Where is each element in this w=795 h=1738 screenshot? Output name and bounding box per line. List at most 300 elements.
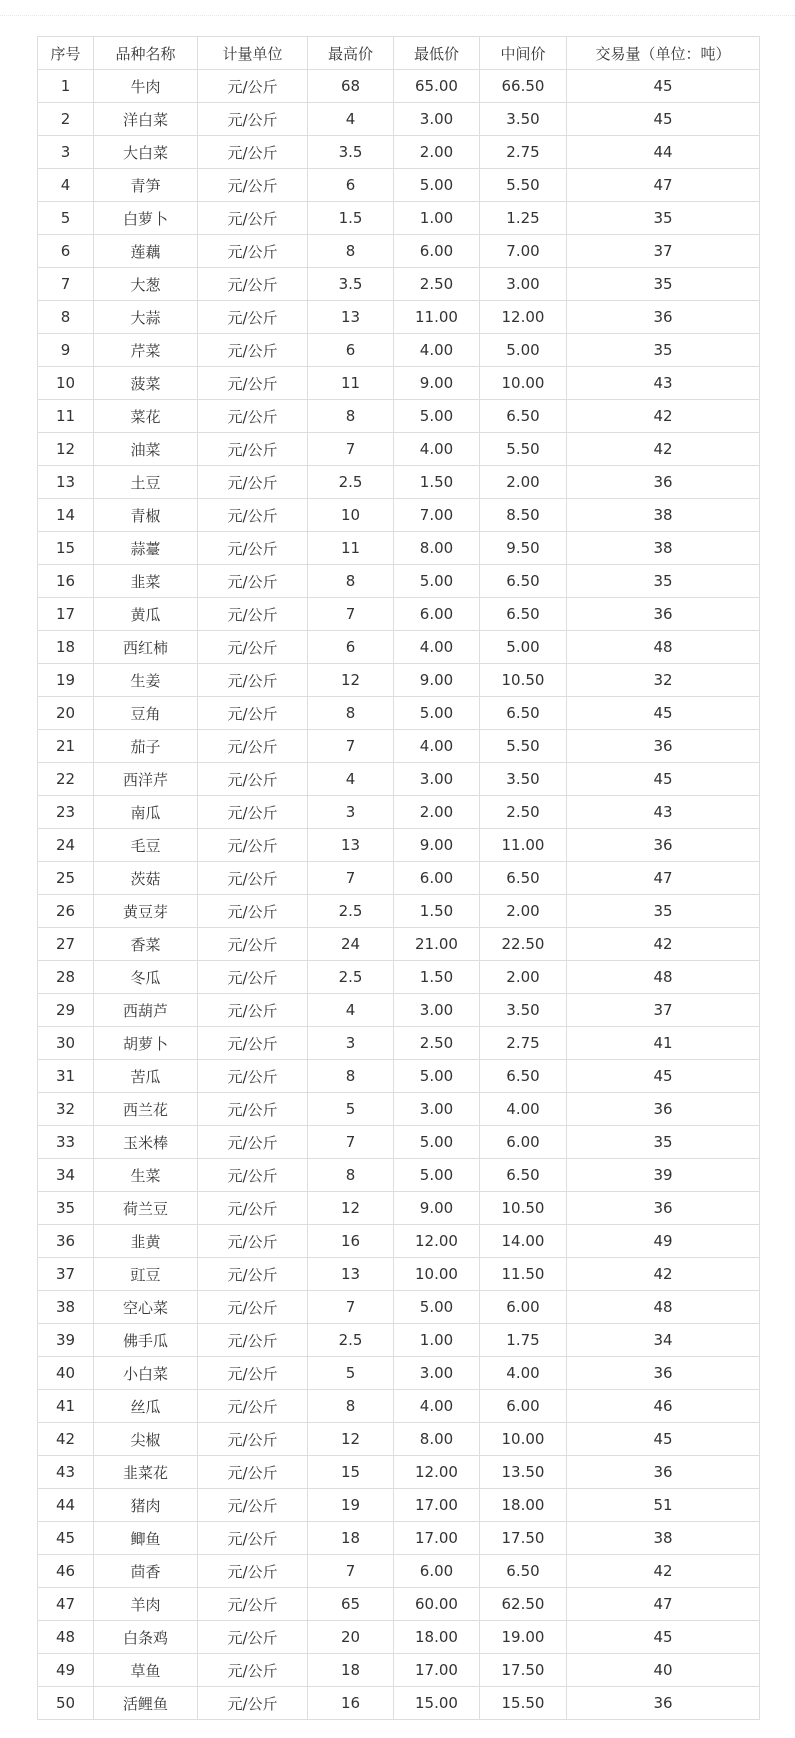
cell-unit: 元/公斤 <box>198 301 308 334</box>
cell-high-price: 7 <box>308 433 394 466</box>
cell-unit: 元/公斤 <box>198 334 308 367</box>
cell-seq: 41 <box>38 1390 94 1423</box>
table-row <box>38 367 760 400</box>
cell-volume: 42 <box>567 433 760 466</box>
cell-low-price: 3.00 <box>394 103 480 136</box>
cell-volume: 48 <box>567 1291 760 1324</box>
cell-name: 胡萝卜 <box>94 1027 198 1060</box>
cell-unit: 元/公斤 <box>198 1225 308 1258</box>
cell-name: 土豆 <box>94 466 198 499</box>
header-unit: 计量单位 <box>198 37 308 70</box>
table-row <box>38 235 760 268</box>
cell-seq: 35 <box>38 1192 94 1225</box>
cell-low-price: 17.00 <box>394 1522 480 1555</box>
table-row <box>38 1192 760 1225</box>
cell-mid-price: 4.00 <box>480 1093 567 1126</box>
cell-low-price: 7.00 <box>394 499 480 532</box>
cell-volume: 42 <box>567 1555 760 1588</box>
cell-unit: 元/公斤 <box>198 829 308 862</box>
cell-unit: 元/公斤 <box>198 796 308 829</box>
table-row <box>38 631 760 664</box>
cell-mid-price: 2.75 <box>480 136 567 169</box>
cell-low-price: 5.00 <box>394 565 480 598</box>
table-row <box>38 1456 760 1489</box>
cell-high-price: 6 <box>308 169 394 202</box>
cell-name: 洋白菜 <box>94 103 198 136</box>
cell-name: 白萝卜 <box>94 202 198 235</box>
cell-mid-price: 5.50 <box>480 169 567 202</box>
cell-seq: 9 <box>38 334 94 367</box>
table-row <box>38 334 760 367</box>
cell-high-price: 8 <box>308 1390 394 1423</box>
cell-unit: 元/公斤 <box>198 499 308 532</box>
table-row <box>38 1093 760 1126</box>
cell-name: 茴香 <box>94 1555 198 1588</box>
cell-mid-price: 9.50 <box>480 532 567 565</box>
cell-mid-price: 10.50 <box>480 1192 567 1225</box>
table-row <box>38 433 760 466</box>
cell-name: 西洋芹 <box>94 763 198 796</box>
table-row <box>38 1522 760 1555</box>
cell-volume: 36 <box>567 1093 760 1126</box>
cell-unit: 元/公斤 <box>198 466 308 499</box>
cell-unit: 元/公斤 <box>198 1060 308 1093</box>
cell-name: 羊肉 <box>94 1588 198 1621</box>
cell-unit: 元/公斤 <box>198 664 308 697</box>
table-row <box>38 1687 760 1720</box>
cell-seq: 24 <box>38 829 94 862</box>
table-row <box>38 1027 760 1060</box>
cell-name: 蒜薹 <box>94 532 198 565</box>
cell-unit: 元/公斤 <box>198 169 308 202</box>
cell-unit: 元/公斤 <box>198 1093 308 1126</box>
cell-mid-price: 12.00 <box>480 301 567 334</box>
table-row <box>38 961 760 994</box>
cell-mid-price: 66.50 <box>480 70 567 103</box>
cell-high-price: 4 <box>308 994 394 1027</box>
cell-seq: 26 <box>38 895 94 928</box>
cell-volume: 49 <box>567 1225 760 1258</box>
cell-mid-price: 2.00 <box>480 466 567 499</box>
cell-volume: 42 <box>567 1258 760 1291</box>
cell-volume: 35 <box>567 1126 760 1159</box>
cell-mid-price: 3.50 <box>480 103 567 136</box>
cell-unit: 元/公斤 <box>198 697 308 730</box>
cell-seq: 17 <box>38 598 94 631</box>
cell-volume: 45 <box>567 70 760 103</box>
cell-mid-price: 6.50 <box>480 1159 567 1192</box>
cell-high-price: 8 <box>308 235 394 268</box>
table-row <box>38 169 760 202</box>
cell-name: 大蒜 <box>94 301 198 334</box>
cell-name: 黄瓜 <box>94 598 198 631</box>
cell-volume: 45 <box>567 103 760 136</box>
cell-name: 牛肉 <box>94 70 198 103</box>
cell-low-price: 6.00 <box>394 862 480 895</box>
cell-mid-price: 22.50 <box>480 928 567 961</box>
cell-volume: 39 <box>567 1159 760 1192</box>
cell-volume: 40 <box>567 1654 760 1687</box>
cell-seq: 34 <box>38 1159 94 1192</box>
cell-name: 玉米棒 <box>94 1126 198 1159</box>
table-row <box>38 268 760 301</box>
cell-low-price: 5.00 <box>394 400 480 433</box>
table-row <box>38 1555 760 1588</box>
cell-volume: 48 <box>567 631 760 664</box>
cell-volume: 47 <box>567 1588 760 1621</box>
cell-unit: 元/公斤 <box>198 1423 308 1456</box>
cell-volume: 36 <box>567 829 760 862</box>
cell-low-price: 3.00 <box>394 1357 480 1390</box>
header-seq: 序号 <box>38 37 94 70</box>
cell-low-price: 4.00 <box>394 334 480 367</box>
cell-seq: 47 <box>38 1588 94 1621</box>
cell-mid-price: 6.50 <box>480 1555 567 1588</box>
cell-volume: 36 <box>567 730 760 763</box>
cell-name: 菠菜 <box>94 367 198 400</box>
cell-high-price: 7 <box>308 1291 394 1324</box>
cell-low-price: 5.00 <box>394 1291 480 1324</box>
cell-unit: 元/公斤 <box>198 103 308 136</box>
cell-high-price: 12 <box>308 1192 394 1225</box>
cell-volume: 36 <box>567 1456 760 1489</box>
table-row <box>38 928 760 961</box>
cell-volume: 38 <box>567 499 760 532</box>
cell-mid-price: 10.50 <box>480 664 567 697</box>
cell-mid-price: 17.50 <box>480 1654 567 1687</box>
table-row <box>38 730 760 763</box>
cell-volume: 35 <box>567 334 760 367</box>
cell-name: 生菜 <box>94 1159 198 1192</box>
table-row <box>38 70 760 103</box>
cell-name: 青笋 <box>94 169 198 202</box>
cell-unit: 元/公斤 <box>198 1687 308 1720</box>
cell-mid-price: 3.00 <box>480 268 567 301</box>
cell-high-price: 68 <box>308 70 394 103</box>
cell-mid-price: 19.00 <box>480 1621 567 1654</box>
cell-seq: 33 <box>38 1126 94 1159</box>
cell-volume: 47 <box>567 169 760 202</box>
cell-name: 尖椒 <box>94 1423 198 1456</box>
cell-mid-price: 4.00 <box>480 1357 567 1390</box>
cell-high-price: 2.5 <box>308 1324 394 1357</box>
table-row <box>38 895 760 928</box>
table-row <box>38 1390 760 1423</box>
cell-low-price: 1.50 <box>394 895 480 928</box>
cell-unit: 元/公斤 <box>198 862 308 895</box>
cell-unit: 元/公斤 <box>198 961 308 994</box>
cell-high-price: 18 <box>308 1522 394 1555</box>
cell-low-price: 9.00 <box>394 829 480 862</box>
cell-name: 空心菜 <box>94 1291 198 1324</box>
cell-high-price: 7 <box>308 598 394 631</box>
cell-mid-price: 62.50 <box>480 1588 567 1621</box>
cell-name: 鲫鱼 <box>94 1522 198 1555</box>
cell-mid-price: 10.00 <box>480 1423 567 1456</box>
cell-seq: 28 <box>38 961 94 994</box>
header-mid-price: 中间价 <box>480 37 567 70</box>
table-row <box>38 400 760 433</box>
table-row <box>38 499 760 532</box>
cell-name: 白条鸡 <box>94 1621 198 1654</box>
cell-seq: 48 <box>38 1621 94 1654</box>
cell-mid-price: 10.00 <box>480 367 567 400</box>
cell-seq: 7 <box>38 268 94 301</box>
table-row <box>38 1225 760 1258</box>
table-row <box>38 103 760 136</box>
cell-unit: 元/公斤 <box>198 1456 308 1489</box>
cell-volume: 41 <box>567 1027 760 1060</box>
table-row <box>38 202 760 235</box>
table-row <box>38 1159 760 1192</box>
cell-mid-price: 5.50 <box>480 433 567 466</box>
cell-volume: 37 <box>567 235 760 268</box>
cell-high-price: 12 <box>308 1423 394 1456</box>
table-row <box>38 763 760 796</box>
cell-name: 毛豆 <box>94 829 198 862</box>
cell-mid-price: 7.00 <box>480 235 567 268</box>
cell-low-price: 3.00 <box>394 763 480 796</box>
cell-mid-price: 5.50 <box>480 730 567 763</box>
cell-unit: 元/公斤 <box>198 565 308 598</box>
cell-high-price: 2.5 <box>308 961 394 994</box>
cell-seq: 4 <box>38 169 94 202</box>
cell-high-price: 20 <box>308 1621 394 1654</box>
cell-unit: 元/公斤 <box>198 1654 308 1687</box>
cell-volume: 51 <box>567 1489 760 1522</box>
cell-high-price: 6 <box>308 334 394 367</box>
cell-unit: 元/公斤 <box>198 1126 308 1159</box>
cell-mid-price: 3.50 <box>480 763 567 796</box>
cell-name: 油菜 <box>94 433 198 466</box>
cell-high-price: 8 <box>308 1159 394 1192</box>
cell-seq: 8 <box>38 301 94 334</box>
cell-mid-price: 2.50 <box>480 796 567 829</box>
cell-volume: 36 <box>567 301 760 334</box>
cell-mid-price: 3.50 <box>480 994 567 1027</box>
cell-name: 南瓜 <box>94 796 198 829</box>
top-divider <box>0 15 795 16</box>
cell-name: 荷兰豆 <box>94 1192 198 1225</box>
cell-low-price: 17.00 <box>394 1654 480 1687</box>
cell-mid-price: 6.50 <box>480 697 567 730</box>
cell-unit: 元/公斤 <box>198 1588 308 1621</box>
cell-seq: 32 <box>38 1093 94 1126</box>
table-row <box>38 301 760 334</box>
cell-seq: 23 <box>38 796 94 829</box>
table-row <box>38 1258 760 1291</box>
cell-mid-price: 1.25 <box>480 202 567 235</box>
cell-low-price: 10.00 <box>394 1258 480 1291</box>
cell-unit: 元/公斤 <box>198 763 308 796</box>
cell-high-price: 7 <box>308 862 394 895</box>
cell-unit: 元/公斤 <box>198 1357 308 1390</box>
cell-low-price: 9.00 <box>394 1192 480 1225</box>
cell-high-price: 8 <box>308 565 394 598</box>
cell-mid-price: 5.00 <box>480 334 567 367</box>
header-low-price: 最低价 <box>394 37 480 70</box>
cell-volume: 38 <box>567 1522 760 1555</box>
cell-name: 西兰花 <box>94 1093 198 1126</box>
cell-seq: 37 <box>38 1258 94 1291</box>
cell-unit: 元/公斤 <box>198 136 308 169</box>
cell-high-price: 15 <box>308 1456 394 1489</box>
cell-unit: 元/公斤 <box>198 1159 308 1192</box>
cell-high-price: 24 <box>308 928 394 961</box>
cell-name: 西红柿 <box>94 631 198 664</box>
cell-high-price: 16 <box>308 1687 394 1720</box>
cell-seq: 20 <box>38 697 94 730</box>
cell-seq: 40 <box>38 1357 94 1390</box>
cell-low-price: 2.50 <box>394 1027 480 1060</box>
cell-unit: 元/公斤 <box>198 895 308 928</box>
table-row <box>38 466 760 499</box>
cell-low-price: 9.00 <box>394 664 480 697</box>
cell-mid-price: 6.00 <box>480 1126 567 1159</box>
cell-low-price: 5.00 <box>394 1126 480 1159</box>
cell-unit: 元/公斤 <box>198 1489 308 1522</box>
cell-high-price: 8 <box>308 400 394 433</box>
cell-unit: 元/公斤 <box>198 1027 308 1060</box>
cell-high-price: 3 <box>308 796 394 829</box>
cell-name: 韭菜花 <box>94 1456 198 1489</box>
table-row <box>38 1357 760 1390</box>
cell-high-price: 3.5 <box>308 136 394 169</box>
cell-name: 大白菜 <box>94 136 198 169</box>
cell-mid-price: 15.50 <box>480 1687 567 1720</box>
cell-name: 佛手瓜 <box>94 1324 198 1357</box>
cell-high-price: 5 <box>308 1357 394 1390</box>
cell-seq: 14 <box>38 499 94 532</box>
cell-high-price: 7 <box>308 1126 394 1159</box>
cell-low-price: 11.00 <box>394 301 480 334</box>
cell-volume: 48 <box>567 961 760 994</box>
cell-low-price: 17.00 <box>394 1489 480 1522</box>
cell-low-price: 4.00 <box>394 730 480 763</box>
cell-unit: 元/公斤 <box>198 1621 308 1654</box>
cell-high-price: 10 <box>308 499 394 532</box>
cell-volume: 36 <box>567 598 760 631</box>
cell-seq: 10 <box>38 367 94 400</box>
cell-high-price: 3.5 <box>308 268 394 301</box>
cell-seq: 21 <box>38 730 94 763</box>
cell-low-price: 5.00 <box>394 1060 480 1093</box>
cell-mid-price: 2.75 <box>480 1027 567 1060</box>
cell-seq: 45 <box>38 1522 94 1555</box>
cell-name: 芹菜 <box>94 334 198 367</box>
cell-name: 猪肉 <box>94 1489 198 1522</box>
cell-high-price: 1.5 <box>308 202 394 235</box>
cell-high-price: 5 <box>308 1093 394 1126</box>
table-row <box>38 598 760 631</box>
cell-mid-price: 6.50 <box>480 1060 567 1093</box>
cell-volume: 44 <box>567 136 760 169</box>
cell-mid-price: 6.50 <box>480 598 567 631</box>
cell-mid-price: 6.50 <box>480 400 567 433</box>
cell-name: 豇豆 <box>94 1258 198 1291</box>
cell-name: 活鲤鱼 <box>94 1687 198 1720</box>
cell-mid-price: 13.50 <box>480 1456 567 1489</box>
cell-low-price: 2.50 <box>394 268 480 301</box>
cell-unit: 元/公斤 <box>198 1324 308 1357</box>
cell-seq: 16 <box>38 565 94 598</box>
cell-unit: 元/公斤 <box>198 1390 308 1423</box>
cell-low-price: 18.00 <box>394 1621 480 1654</box>
cell-low-price: 4.00 <box>394 1390 480 1423</box>
cell-unit: 元/公斤 <box>198 928 308 961</box>
cell-seq: 50 <box>38 1687 94 1720</box>
cell-high-price: 7 <box>308 730 394 763</box>
table-row <box>38 1588 760 1621</box>
cell-seq: 36 <box>38 1225 94 1258</box>
table-row <box>38 565 760 598</box>
cell-low-price: 1.00 <box>394 202 480 235</box>
cell-low-price: 5.00 <box>394 1159 480 1192</box>
table-row <box>38 796 760 829</box>
cell-mid-price: 6.50 <box>480 565 567 598</box>
cell-volume: 38 <box>567 532 760 565</box>
cell-unit: 元/公斤 <box>198 631 308 664</box>
cell-high-price: 2.5 <box>308 895 394 928</box>
price-table <box>37 36 760 1720</box>
header-name: 品种名称 <box>94 37 198 70</box>
cell-high-price: 4 <box>308 763 394 796</box>
cell-volume: 36 <box>567 466 760 499</box>
cell-volume: 42 <box>567 400 760 433</box>
cell-low-price: 1.50 <box>394 466 480 499</box>
cell-mid-price: 1.75 <box>480 1324 567 1357</box>
cell-low-price: 15.00 <box>394 1687 480 1720</box>
cell-name: 香菜 <box>94 928 198 961</box>
cell-mid-price: 6.50 <box>480 862 567 895</box>
cell-volume: 46 <box>567 1390 760 1423</box>
cell-mid-price: 5.00 <box>480 631 567 664</box>
cell-name: 丝瓜 <box>94 1390 198 1423</box>
cell-unit: 元/公斤 <box>198 433 308 466</box>
cell-seq: 12 <box>38 433 94 466</box>
table-row <box>38 1126 760 1159</box>
cell-mid-price: 6.00 <box>480 1390 567 1423</box>
table-row <box>38 697 760 730</box>
cell-mid-price: 18.00 <box>480 1489 567 1522</box>
cell-name: 莲藕 <box>94 235 198 268</box>
table-row <box>38 1291 760 1324</box>
cell-name: 茄子 <box>94 730 198 763</box>
cell-seq: 3 <box>38 136 94 169</box>
cell-low-price: 21.00 <box>394 928 480 961</box>
cell-volume: 42 <box>567 928 760 961</box>
cell-seq: 2 <box>38 103 94 136</box>
cell-low-price: 3.00 <box>394 994 480 1027</box>
cell-unit: 元/公斤 <box>198 1522 308 1555</box>
cell-seq: 46 <box>38 1555 94 1588</box>
cell-name: 西葫芦 <box>94 994 198 1027</box>
cell-seq: 39 <box>38 1324 94 1357</box>
cell-high-price: 8 <box>308 1060 394 1093</box>
cell-low-price: 5.00 <box>394 697 480 730</box>
cell-low-price: 12.00 <box>394 1225 480 1258</box>
cell-seq: 1 <box>38 70 94 103</box>
cell-unit: 元/公斤 <box>198 202 308 235</box>
cell-name: 韭菜 <box>94 565 198 598</box>
table-row <box>38 136 760 169</box>
cell-unit: 元/公斤 <box>198 1258 308 1291</box>
cell-mid-price: 14.00 <box>480 1225 567 1258</box>
cell-low-price: 8.00 <box>394 1423 480 1456</box>
cell-high-price: 7 <box>308 1555 394 1588</box>
cell-mid-price: 2.00 <box>480 961 567 994</box>
cell-volume: 43 <box>567 367 760 400</box>
